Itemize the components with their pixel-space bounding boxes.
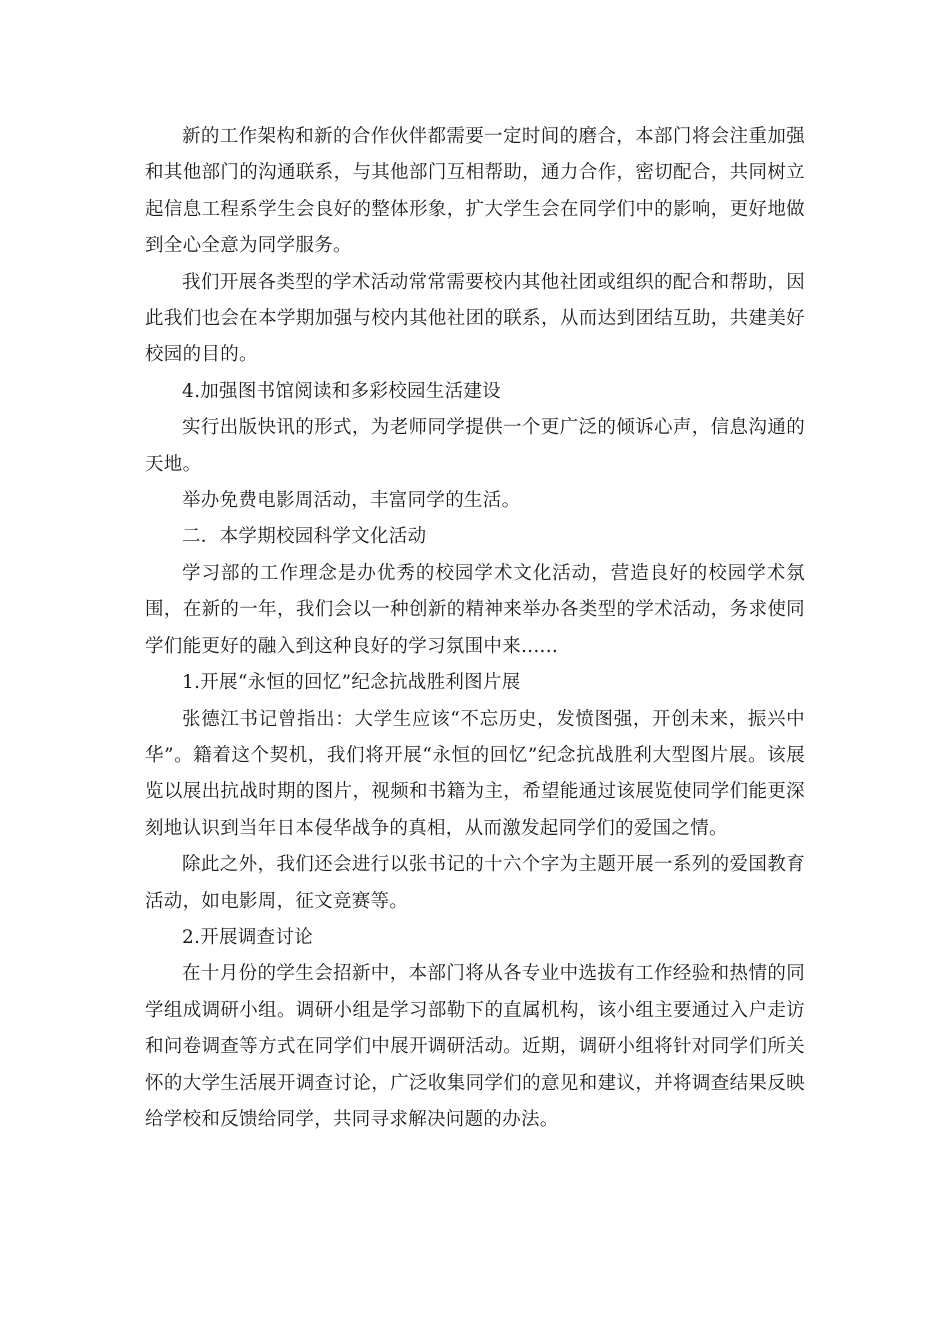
paragraph-research-group: 在十月份的学生会招新中，本部门将从各专业中选拔有工作经验和热情的同学组成调研小组。调研小组是学习部勒下的直属机构，该小组主要通过入户走访和问卷调查等方式在同学们中展开调研活动。近期，调研小组将针对同学们所关怀的大学生活展开调查讨论，广泛收集同学们的意见和建议，并将调查结果反映给学校和反馈给同学，共同寻求解决问题的办法。 xyxy=(145,963,805,1130)
paragraph-newsletter: 实行出版快讯的形式，为老师同学提供一个更广泛的倾诉心声，信息沟通的天地。 xyxy=(145,417,805,475)
section-heading-survey: 2.开展调查讨论 xyxy=(182,926,314,948)
section-heading-library: 4.加强图书馆阅读和多彩校园生活建设 xyxy=(182,380,502,402)
paragraph-club-cooperation: 我们开展各类型的学术活动常常需要校内其他社团或组织的配合和帮助，因此我们也会在本学期加强与校内其他社团的联系，从而达到团结互助，共建美好校园的目的。 xyxy=(145,271,805,366)
paragraph-teamwork: 新的工作架构和新的合作伙伴都需要一定时间的磨合，本部门将会注重加强和其他部门的沟通联系，与其他部门互相帮助，通力合作，密切配合，共同树立起信息工程系学生会良好的整体形象，扩大学生会在同学们中的影响，更好地做到全心全意为同学服务。 xyxy=(145,126,805,257)
section-heading-campus-culture: 二．本学期校园科学文化活动 xyxy=(182,526,427,548)
section-heading-photo-exhibition: 1.开展“永恒的回忆”纪念抗战胜利图片展 xyxy=(182,672,521,694)
paragraph-exhibition-details: 张德江书记曾指出：大学生应该“不忘历史，发愤图强，开创未来，振兴中华”。籍着这个契机，我们将开展“永恒的回忆”纪念抗战胜利大型图片展。该展览以展出抗战时期的图片，视频和书籍为主，希望能通过该展览使同学们能更深刻地认识到当年日本侵华战争的真相，从而激发起同学们的爱国之情。 xyxy=(145,708,805,839)
document-body xyxy=(145,119,805,1138)
paragraph-patriotic-education: 除此之外，我们还会进行以张书记的十六个字为主题开展一系列的爱国教育活动，如电影周，征文竞赛等。 xyxy=(145,854,805,912)
paragraph-film-week: 举办免费电影周活动，丰富同学的生活。 xyxy=(182,490,521,512)
paragraph-study-department: 学习部的工作理念是办优秀的校园学术文化活动，营造良好的校园学术氛围，在新的一年，我们会以一种创新的精神来举办各类型的学术活动，务求使同学们能更好的融入到这种良好的学习氛围中来...... xyxy=(145,562,805,657)
